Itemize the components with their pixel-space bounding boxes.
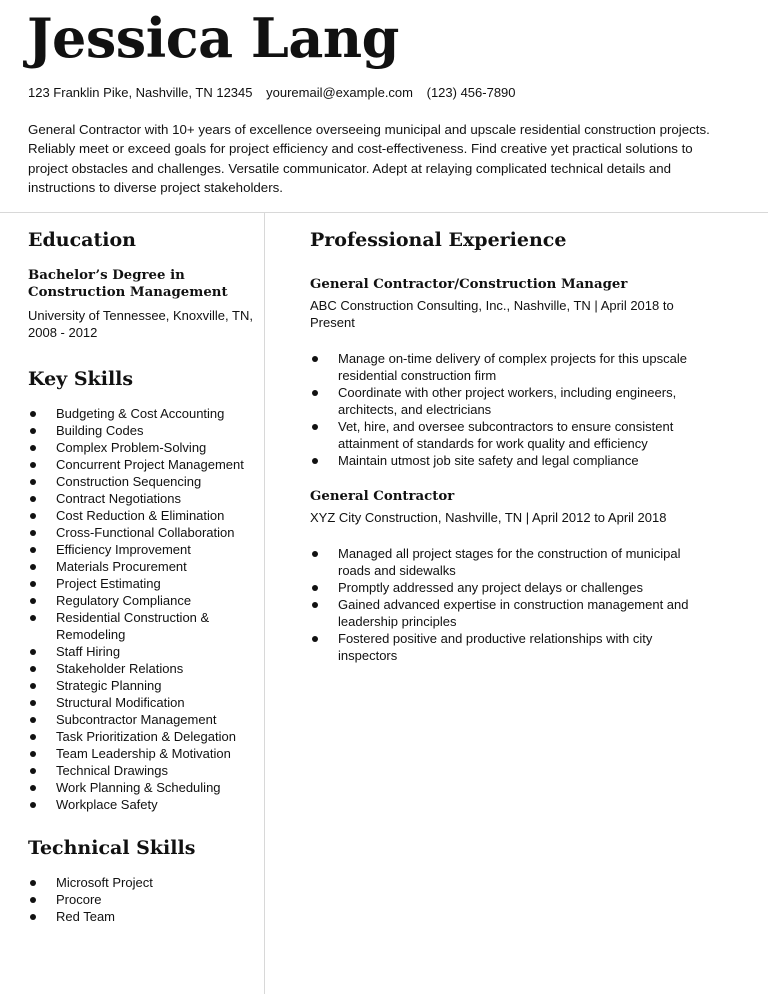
list-item-text: Construction Sequencing	[56, 474, 202, 489]
bullet-icon	[30, 897, 36, 903]
list-item-text: Procore	[56, 892, 102, 907]
bullet-icon	[30, 700, 36, 706]
list-item	[310, 384, 710, 418]
list-item-text: Technical Drawings	[56, 763, 168, 778]
job-entry	[310, 276, 710, 469]
list-item-text: Concurrent Project Management	[56, 457, 244, 472]
list-item-text: Cost Reduction & Elimination	[56, 508, 225, 523]
bullet-icon	[30, 914, 36, 920]
list-item-text: Strategic Planning	[56, 678, 162, 693]
job-title: General Contractor	[310, 489, 455, 504]
bullet-icon	[312, 356, 318, 362]
bullet-icon	[312, 424, 318, 430]
bullet-icon	[30, 880, 36, 886]
list-item-text: Staff Hiring	[56, 644, 121, 659]
list-item	[28, 439, 256, 456]
list-item	[28, 422, 256, 439]
list-item-text: Structural Modification	[56, 695, 185, 710]
job-company-dates: ABC Construction Consulting, Inc., Nashville, TN | April 2018 to Present	[310, 298, 674, 330]
bullet-icon	[30, 751, 36, 757]
address: 123 Franklin Pike, Nashville, TN 12345	[28, 85, 253, 100]
bullet-icon	[30, 683, 36, 689]
bullet-icon	[30, 785, 36, 791]
bullet-icon	[30, 411, 36, 417]
list-item	[28, 524, 256, 541]
bullet-icon	[312, 551, 318, 557]
list-item	[28, 745, 256, 762]
list-item-text: Complex Problem-Solving	[56, 440, 207, 455]
bullet-icon	[30, 496, 36, 502]
list-item-text: Cross-Functional Collaboration	[56, 525, 235, 540]
technical-skills-list	[28, 874, 256, 925]
list-item-text: Maintain utmost job site safety and legal compliance	[338, 453, 639, 468]
bullet-icon	[30, 445, 36, 451]
job-bullet-list	[310, 350, 710, 469]
right-column	[310, 228, 710, 664]
list-item	[28, 796, 256, 813]
list-item	[28, 694, 256, 711]
bullet-icon	[312, 585, 318, 591]
list-item	[28, 677, 256, 694]
list-item	[28, 908, 256, 925]
list-item-text: Building Codes	[56, 423, 144, 438]
bullet-icon	[30, 462, 36, 468]
list-item	[28, 728, 256, 745]
bullet-icon	[30, 530, 36, 536]
list-item-text: Coordinate with other project workers, including engineers, architects, and electricians	[338, 385, 677, 417]
job-bullet-list	[310, 545, 710, 664]
list-item-text: Promptly addressed any project delays or challenges	[338, 580, 643, 595]
list-item	[310, 418, 710, 452]
list-item-text: Task Prioritization & Delegation	[56, 729, 236, 744]
list-item	[28, 874, 256, 891]
list-item-text: Vet, hire, and oversee subcontractors to ensure consistent attainment of standards for work quality and efficiency	[338, 419, 674, 451]
bullet-icon	[30, 598, 36, 604]
email: youremail@example.com	[266, 85, 413, 100]
list-item-text: Project Estimating	[56, 576, 161, 591]
list-item	[28, 762, 256, 779]
bullet-icon	[312, 636, 318, 642]
experience-heading: Professional Experience	[310, 229, 567, 251]
list-item	[28, 660, 256, 677]
list-item-text: Stakeholder Relations	[56, 661, 184, 676]
list-item-text: Workplace Safety	[56, 797, 158, 812]
left-column	[28, 228, 256, 925]
bullet-icon	[30, 649, 36, 655]
bullet-icon	[312, 602, 318, 608]
list-item	[310, 350, 710, 384]
key-skills-list	[28, 405, 256, 813]
list-item-text: Gained advanced expertise in construction management and leadership principles	[338, 597, 689, 629]
list-item	[28, 541, 256, 558]
job-entry	[310, 488, 710, 664]
list-item-text: Materials Procurement	[56, 559, 187, 574]
bullet-icon	[30, 666, 36, 672]
list-item-text: Team Leadership & Motivation	[56, 746, 231, 761]
education-school: University of Tennessee, Knoxville, TN, 2008 - 2012	[28, 308, 253, 340]
bullet-icon	[30, 615, 36, 621]
candidate-name: Jessica Lang	[27, 6, 399, 70]
bullet-icon	[30, 428, 36, 434]
list-item	[28, 405, 256, 422]
technical-skills-heading: Technical Skills	[28, 837, 196, 859]
list-item-text: Contract Negotiations	[56, 491, 182, 506]
list-item	[310, 545, 710, 579]
list-item	[310, 596, 710, 630]
bullet-icon	[30, 768, 36, 774]
bullet-icon	[30, 717, 36, 723]
list-item	[28, 779, 256, 796]
list-item	[28, 456, 256, 473]
list-item	[28, 891, 256, 908]
bullet-icon	[30, 479, 36, 485]
horizontal-divider	[0, 212, 768, 213]
bullet-icon	[30, 564, 36, 570]
job-company-dates: XYZ City Construction, Nashville, TN | April 2012 to April 2018	[310, 510, 667, 525]
bullet-icon	[30, 547, 36, 553]
list-item	[310, 452, 710, 469]
list-item-text: Budgeting & Cost Accounting	[56, 406, 225, 421]
list-item-text: Managed all project stages for the construction of municipal roads and sidewalks	[338, 546, 681, 578]
bullet-icon	[30, 581, 36, 587]
bullet-icon	[30, 513, 36, 519]
key-skills-heading: Key Skills	[28, 368, 134, 390]
phone: (123) 456-7890	[426, 85, 516, 100]
list-item-text: Microsoft Project	[56, 875, 153, 890]
column-divider	[264, 212, 265, 994]
list-item	[28, 575, 256, 592]
list-item	[28, 558, 256, 575]
list-item	[28, 490, 256, 507]
professional-summary: General Contractor with 10+ years of excellence overseeing municipal and upscale residential construction projects. Reliably meet or exceed goals for project efficiency and cost-effectiveness. Find creative yet practical solutions to project obstacles and challenges. Versatile communicator. Adept at relaying complicated technical details and instructions to diverse project stakeholders.	[28, 122, 710, 195]
bullet-icon	[30, 734, 36, 740]
list-item-text: Regulatory Compliance	[56, 593, 192, 608]
list-item-text: Work Planning & Scheduling	[56, 780, 221, 795]
list-item	[28, 592, 256, 609]
list-item	[28, 711, 256, 728]
contact-line	[28, 84, 526, 102]
job-title: General Contractor/Construction Manager	[310, 277, 628, 292]
education-heading: Education	[28, 229, 136, 251]
bullet-icon	[30, 802, 36, 808]
list-item	[310, 579, 710, 596]
list-item	[28, 507, 256, 524]
bullet-icon	[312, 458, 318, 464]
education-degree: Bachelor’s Degree in Construction Management	[28, 268, 228, 300]
list-item-text: Efficiency Improvement	[56, 542, 191, 557]
list-item-text: Manage on-time delivery of complex projects for this upscale residential construction firm	[338, 351, 687, 383]
list-item	[310, 630, 710, 664]
list-item	[28, 473, 256, 490]
list-item-text: Subcontractor Management	[56, 712, 217, 727]
bullet-icon	[312, 390, 318, 396]
list-item	[28, 643, 256, 660]
list-item-text: Residential Construction & Remodeling	[56, 610, 210, 642]
list-item	[28, 609, 256, 643]
list-item-text: Red Team	[56, 909, 116, 924]
list-item-text: Fostered positive and productive relationships with city inspectors	[338, 631, 653, 663]
